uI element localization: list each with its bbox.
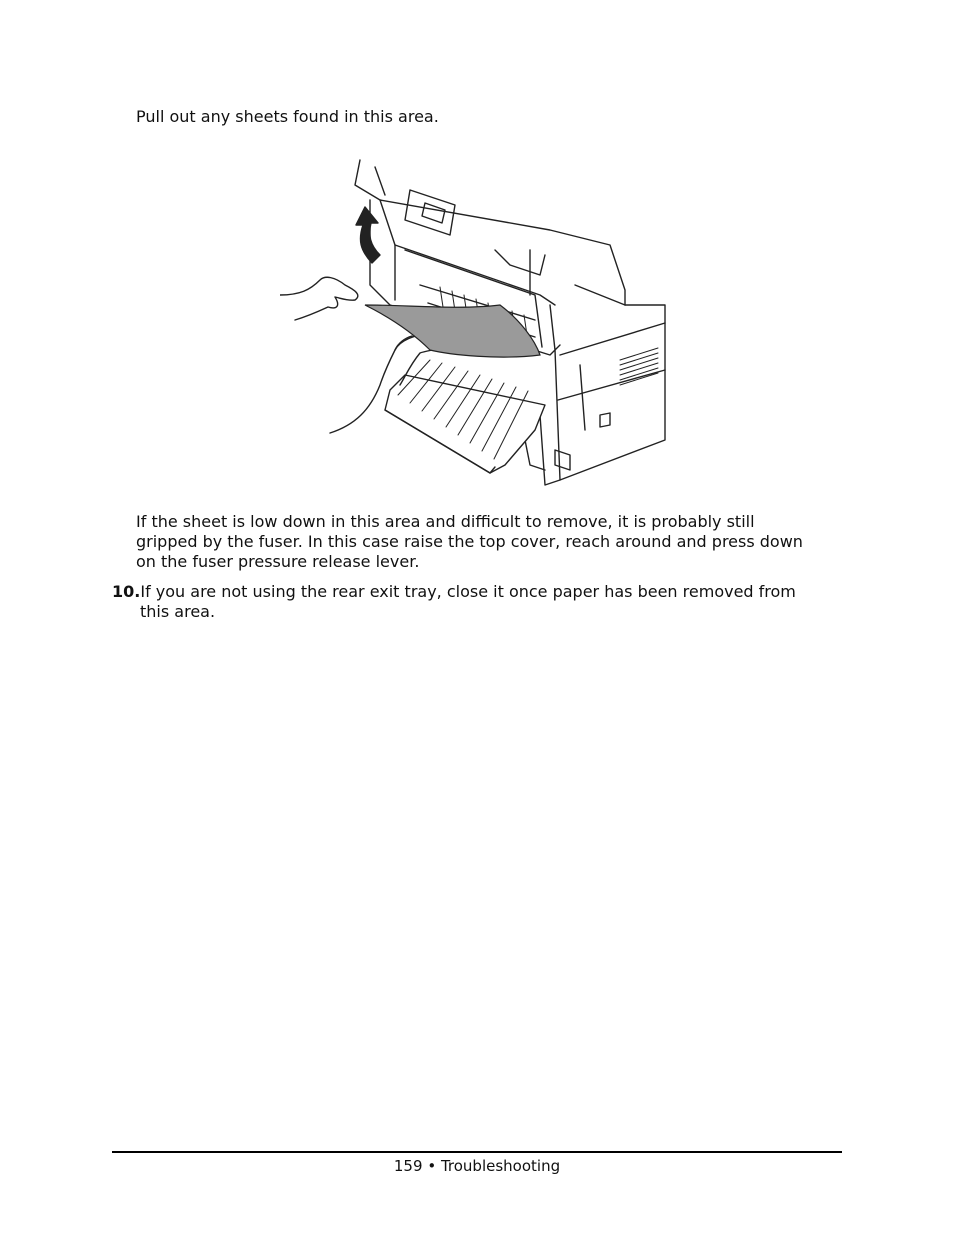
step-10 [112,582,852,622]
footer-separator: • [427,1157,437,1175]
step-text-line-1: If you are not using the rear exit tray, close it once paper has been removed from [140,582,796,601]
paper-jam-removal-illustration [280,155,670,490]
page-number: 159 [393,1157,423,1175]
footer-rule [112,1151,842,1153]
note-line-3: on the fuser pressure release lever. [136,552,420,571]
fuser-note-paragraph [136,512,846,572]
note-line-2: gripped by the fuser. In this case raise the top cover, reach around and press down [136,532,803,551]
step-text-line-2: this area. [140,602,216,621]
intro-paragraph: Pull out any sheets found in this area. [136,107,439,126]
section-name: Troubleshooting [440,1157,561,1175]
note-line-1: If the sheet is low down in this area and difficult to remove, it is probably still [136,512,755,531]
page-footer [112,1157,842,1175]
step-number: 10. [112,582,141,601]
